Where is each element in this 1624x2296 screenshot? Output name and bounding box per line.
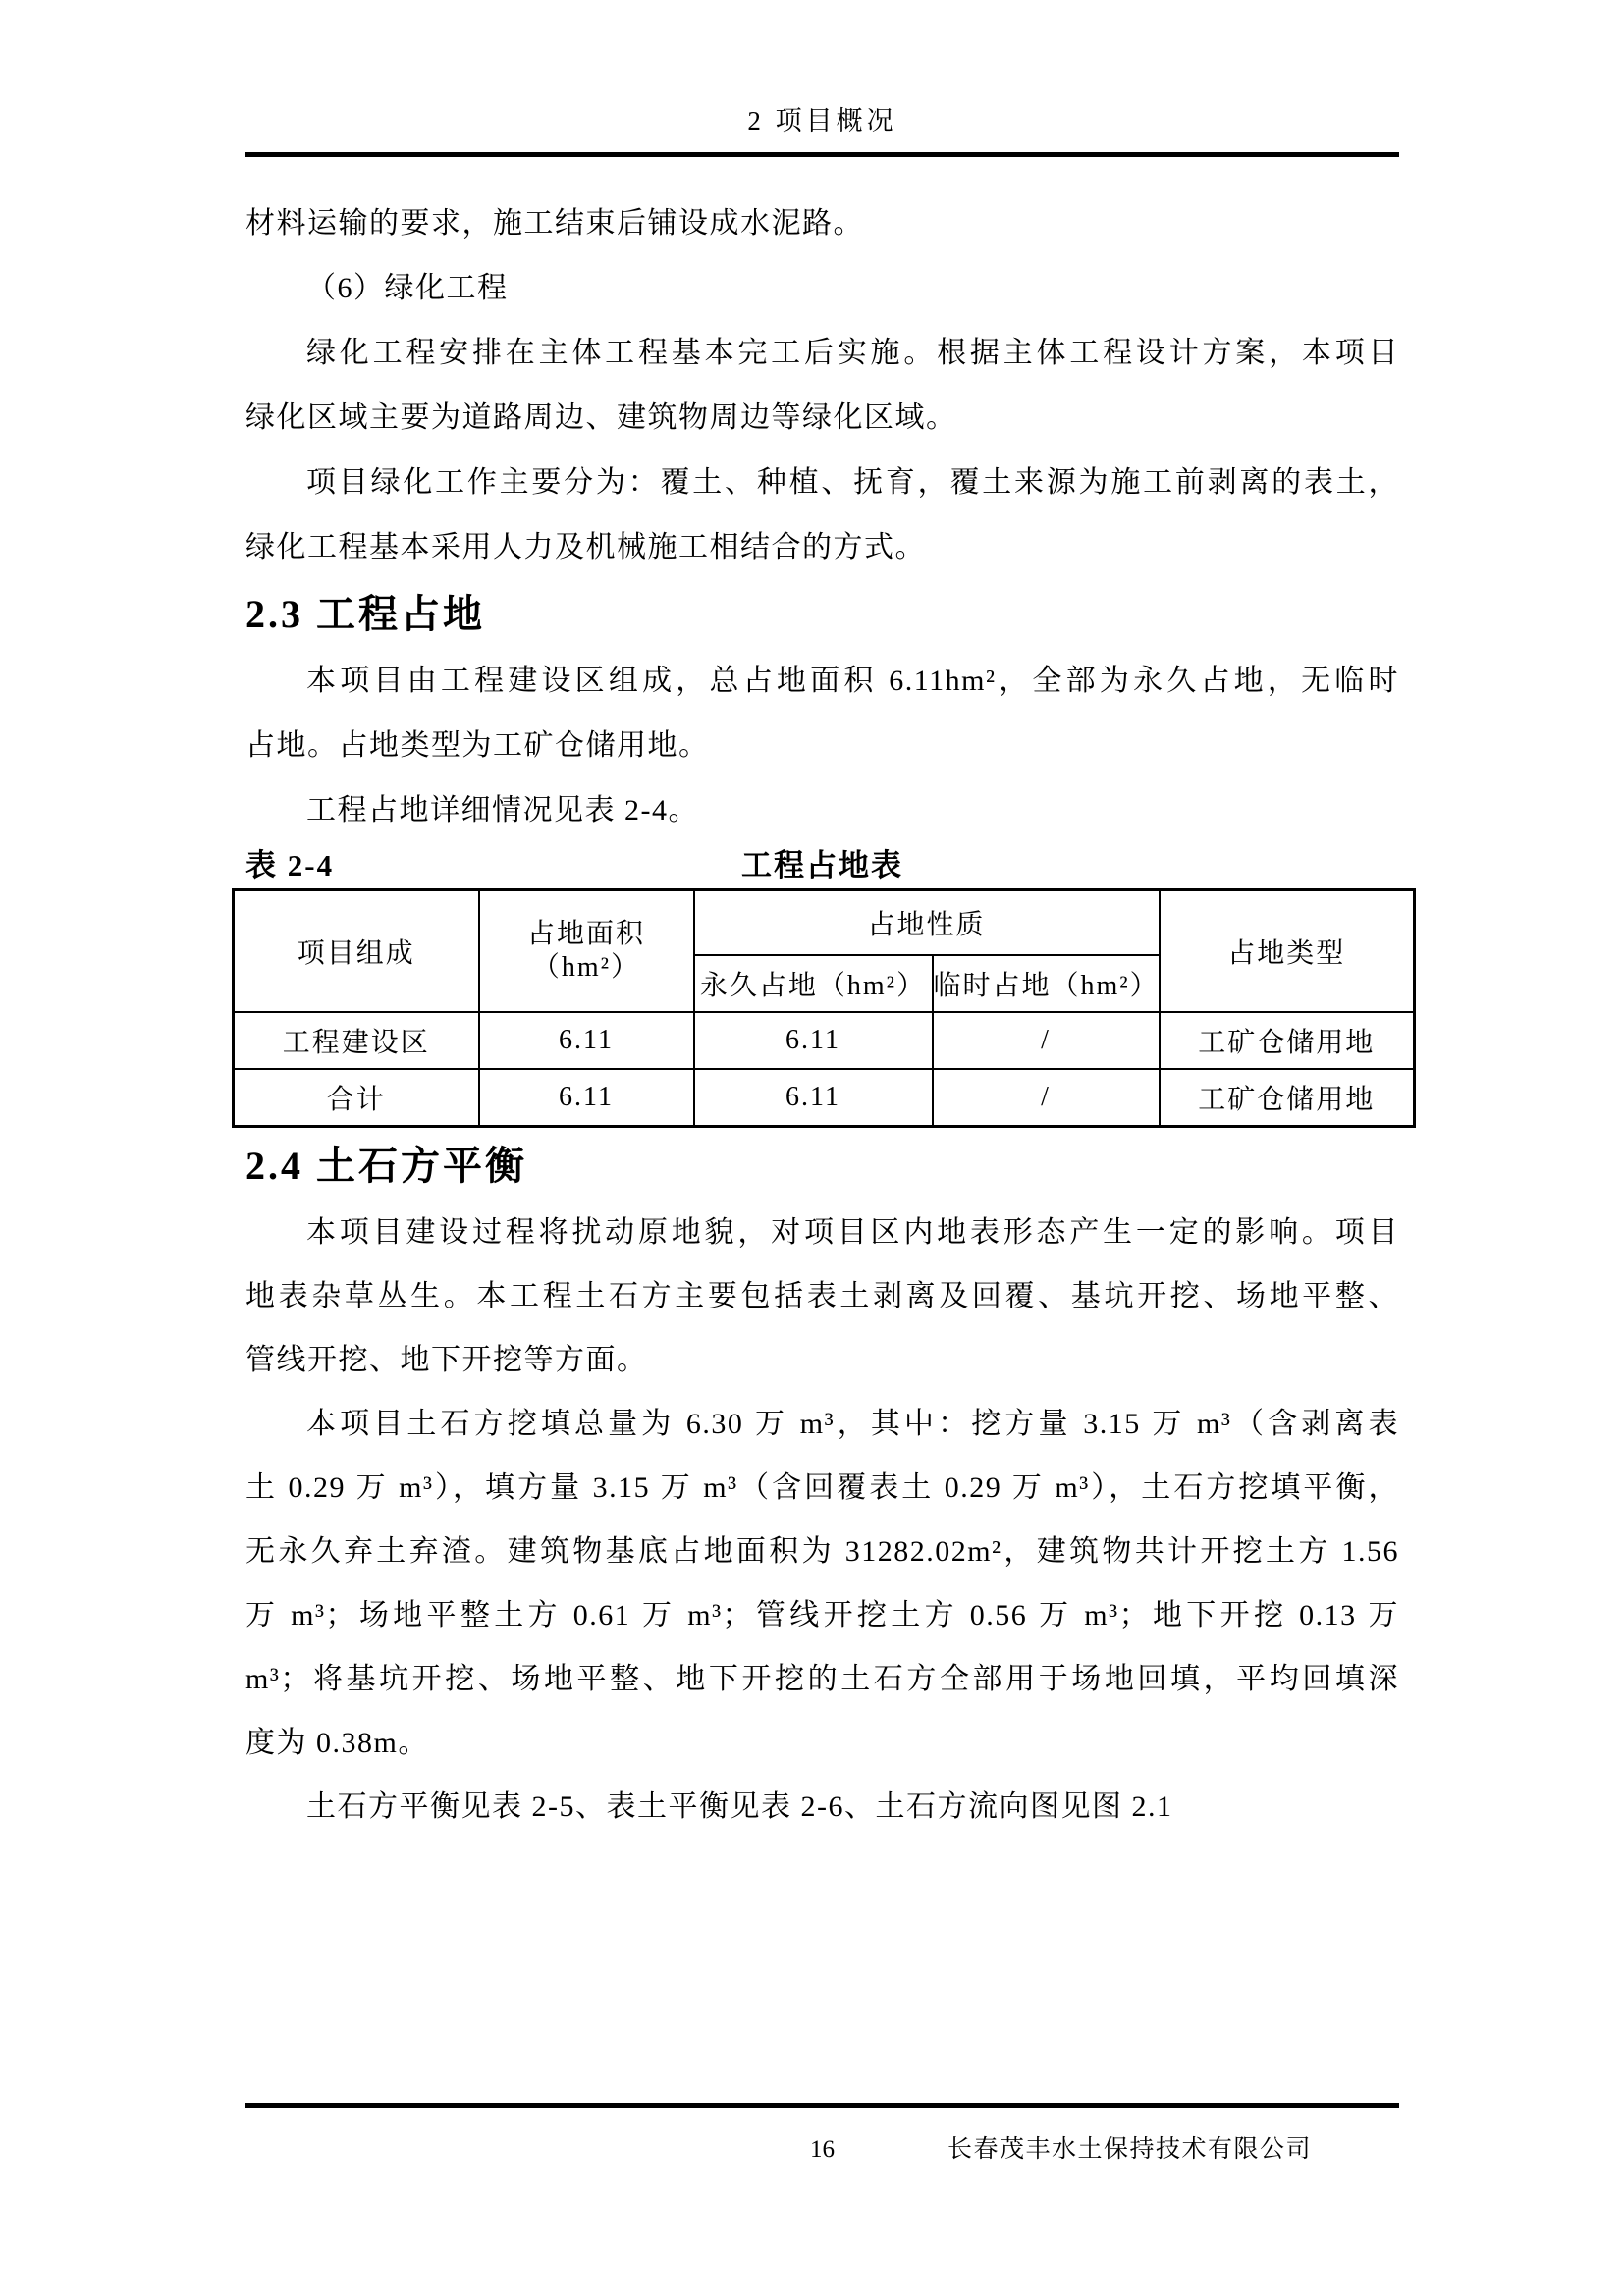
paragraph-line: （6）绿化工程 <box>306 272 509 304</box>
paragraph-line: 土 0.29 万 m³），填方量 3.15 万 m³（含回覆表土 0.29 万 m³），土石方挖填平衡， <box>245 1471 1399 1504</box>
table-caption-title: 工程占地表 <box>741 848 903 882</box>
paragraph-line: 本项目土石方挖填总量为 6.30 万 m³，其中：挖方量 3.15 万 m³（含剥离表 <box>306 1408 1399 1440</box>
cell-permanent: 6.11 <box>694 1069 933 1127</box>
th-occupied-area-line2: （hm²） <box>531 952 641 983</box>
running-header-title: 2 项目概况 <box>747 106 897 135</box>
paragraph-line: 万 m³；场地平整土方 0.61 万 m³；管线开挖土方 0.56 万 m³；地下开挖 0.13 万 <box>245 1599 1399 1631</box>
paragraph-line: 度为 0.38m。 <box>245 1727 429 1759</box>
paragraph-line: 绿化区域主要为道路周边、建筑物周边等绿化区域。 <box>245 401 957 434</box>
cell-temporary: / <box>933 1069 1160 1127</box>
th-permanent-occupation: 永久占地（hm²） <box>694 955 933 1012</box>
cell-project: 工程建设区 <box>234 1012 479 1069</box>
paragraph-line: 材料运输的要求，施工结束后铺设成水泥路。 <box>245 207 864 240</box>
paragraph-line: 管线开挖、地下开挖等方面。 <box>245 1344 648 1376</box>
table-caption <box>245 843 1399 888</box>
th-occupied-area-line1: 占地面积 <box>526 919 645 949</box>
th-project-composition: 项目组成 <box>234 890 479 1013</box>
th-temporary-occupation: 临时占地（hm²） <box>933 955 1160 1012</box>
cell-area: 6.11 <box>479 1069 694 1127</box>
paragraph-line: 本项目建设过程将扰动原地貌，对项目区内地表形态产生一定的影响。项目 <box>306 1216 1399 1249</box>
th-occupied-area <box>479 890 694 1013</box>
paragraph-line: 绿化工程安排在主体工程基本完工后实施。根据主体工程设计方案，本项目 <box>306 337 1399 369</box>
cell-type: 工矿仓储用地 <box>1160 1012 1415 1069</box>
paragraph-line: 本项目由工程建设区组成，总占地面积 6.11hm²，全部为永久占地，无临时 <box>306 665 1399 697</box>
page-number: 16 <box>810 2136 835 2163</box>
section-heading-2-3: 2.3 工程占地 <box>245 592 485 636</box>
paragraph-line: 地表杂草丛生。本工程土石方主要包括表土剥离及回覆、基坑开挖、场地平整、 <box>245 1280 1399 1312</box>
footer-rule <box>245 2103 1399 2108</box>
paragraph-line: 占地。占地类型为工矿仓储用地。 <box>245 729 710 762</box>
footer-company-name: 长春茂丰水土保持技术有限公司 <box>947 2136 1312 2163</box>
table-row <box>234 1069 1415 1127</box>
paragraph-line: 绿化工程基本采用人力及机械施工相结合的方式。 <box>245 531 926 563</box>
paragraph-line: m³；将基坑开挖、场地平整、地下开挖的土石方全部用于场地回填，平均回填深 <box>245 1663 1399 1695</box>
page-content <box>245 191 1399 1839</box>
paragraph-line: 土石方平衡见表 2-5、表土平衡见表 2-6、土石方流向图见图 2.1 <box>306 1790 1173 1823</box>
table-row <box>234 1012 1415 1069</box>
section-heading-2-4: 2.4 土石方平衡 <box>245 1144 527 1188</box>
th-occupation-type: 占地类型 <box>1160 890 1415 1013</box>
cell-project: 合计 <box>234 1069 479 1127</box>
cell-area: 6.11 <box>479 1012 694 1069</box>
table-caption-label: 表 2-4 <box>245 848 335 882</box>
header-rule <box>245 152 1399 157</box>
th-occupation-nature: 占地性质 <box>694 890 1160 956</box>
section-2-4-body <box>245 1201 1399 1839</box>
cell-temporary: / <box>933 1012 1160 1069</box>
paragraph-line: 无永久弃土弃渣。建筑物基底占地面积为 31282.02m²，建筑物共计开挖土方 1.56 <box>245 1535 1399 1568</box>
cell-permanent: 6.11 <box>694 1012 933 1069</box>
paragraph-line: 工程占地详细情况见表 2-4。 <box>306 794 699 827</box>
cell-type: 工矿仓储用地 <box>1160 1069 1415 1127</box>
paragraph-line: 项目绿化工作主要分为：覆土、种植、抚育，覆土来源为施工前剥离的表土， <box>306 466 1399 499</box>
land-occupation-table <box>232 888 1416 1128</box>
